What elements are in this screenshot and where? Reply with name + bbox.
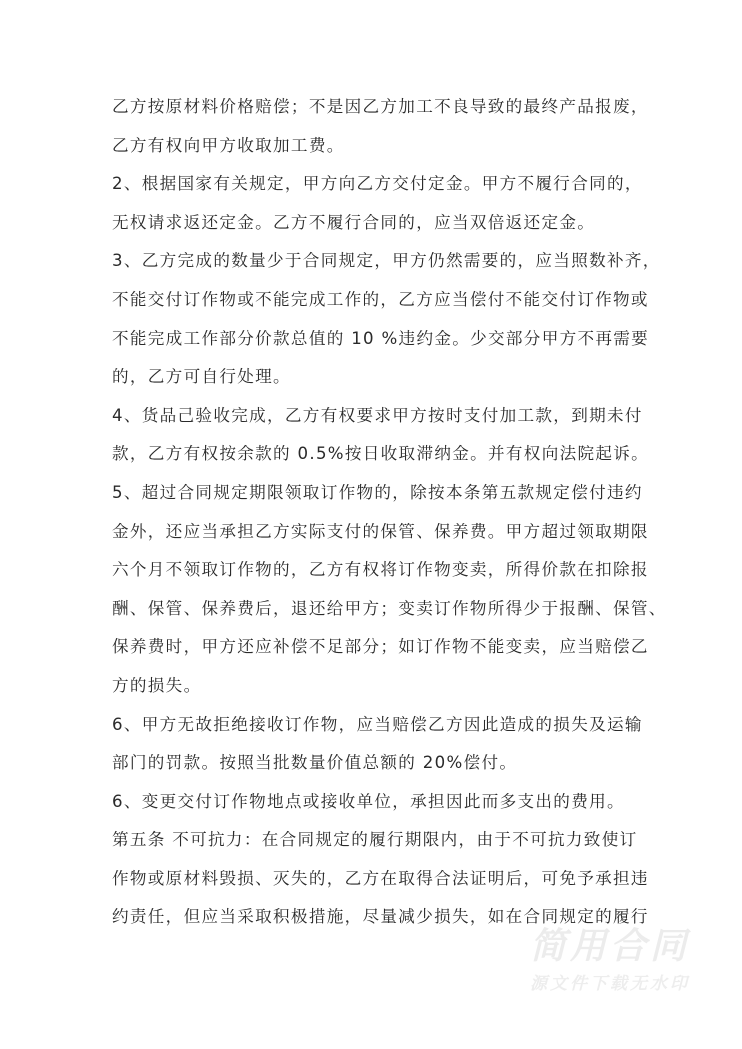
text-line: 方的损失。 (112, 675, 202, 695)
watermark (500, 925, 720, 999)
text-line: 乙方按原材料价格赔偿；不是因乙方加工不良导致的最终产品报废， (112, 97, 649, 116)
text-line: 款，乙方有权按余款的 0.5%按日收取滞纳金。并有权向法院起诉。 (112, 444, 650, 464)
text-line: 的，乙方可自行处理。 (112, 367, 291, 387)
text-line: 2、根据国家有关规定，甲方向乙方交付定金。甲方不履行合同的， (112, 174, 643, 194)
text-line: 金外，还应当承担乙方实际支付的保管、保养费。甲方超过领取期限 (112, 521, 649, 541)
text-line: 6、甲方无故拒绝接收订作物，应当赔偿乙方因此造成的损失及运输 (112, 714, 643, 734)
text-line: 3、乙方完成的数量少于合同规定，甲方仍然需要的，应当照数补齐， (112, 251, 661, 271)
text-line: 乙方有权向甲方收取加工费。 (112, 135, 345, 155)
text-line: 六个月不领取订作物的，乙方有权将订作物变卖，所得价款在扣除报 (112, 560, 649, 580)
text-line: 6、变更交付订作物地点或接收单位，承担因此而多支出的费用。 (112, 791, 625, 811)
watermark-subtitle: 源文件下载无水印 (530, 974, 690, 994)
text-line: 部门的罚款。按照当批数量价值总额的 20%偿付。 (112, 753, 518, 773)
text-line: 保养费时，甲方还应补偿不足部分；如订作物不能变卖，应当赔偿乙 (112, 637, 649, 657)
text-line: 酬、保管、保养费后，退还给甲方；变卖订作物所得少于报酬、保管、 (112, 598, 667, 618)
text-line: 无权请求返还定金。乙方不履行合同的，应当双倍返还定金。 (112, 212, 596, 232)
text-line: 作物或原材料毁损、灭失的，乙方在取得合法证明后，可免予承担违 (112, 868, 649, 888)
text-line: 5、超过合同规定期限领取订作物的，除按本条第五款规定偿付违约 (112, 482, 643, 502)
text-line: 不能完成工作部分价款总值的 10 %违约金。少交部分甲方不再需要 (112, 328, 650, 348)
text-line: 4、货品己验收完成，乙方有权要求甲方按时支付加工款，到期未付 (112, 405, 643, 425)
text-line: 不能交付订作物或不能完成工作的，乙方应当偿付不能交付订作物或 (112, 289, 649, 309)
document-body (112, 88, 667, 937)
text-line: 第五条 不可抗力：在合同规定的履行期限内，由于不可抗力致使订 (112, 830, 638, 850)
text-line: 约责任，但应当采取积极措施，尽量减少损失，如在合同规定的履行 (112, 907, 649, 927)
watermark-brand: 简用合同 (529, 926, 690, 967)
